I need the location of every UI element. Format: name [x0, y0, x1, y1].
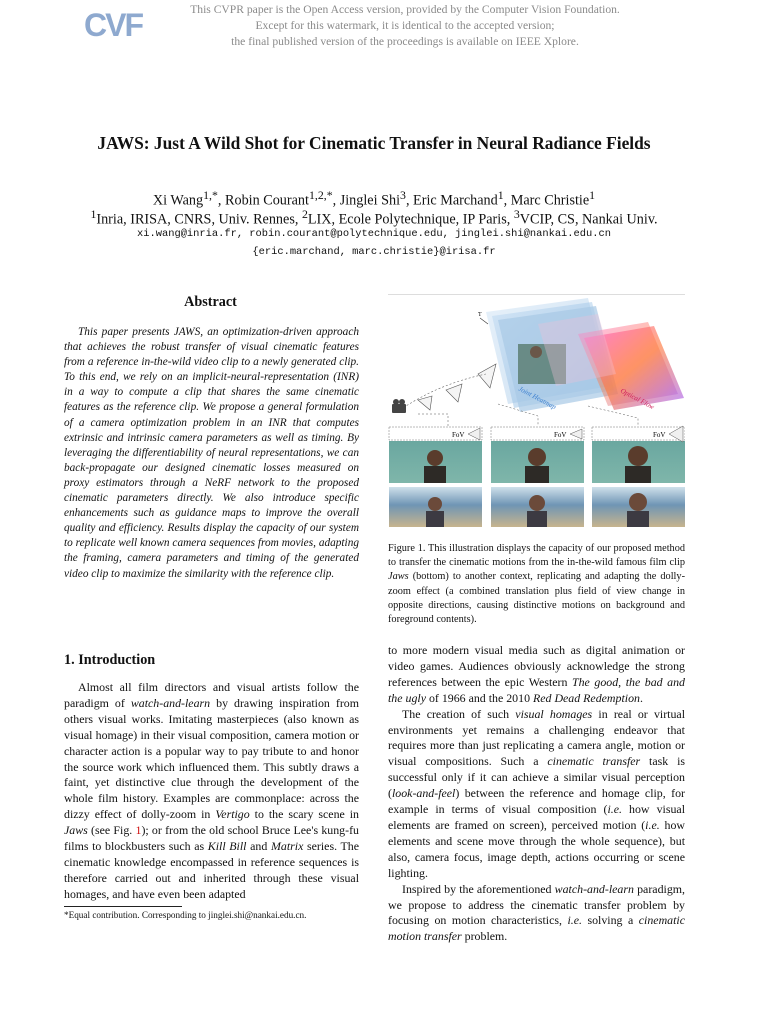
author-list: Xi Wang$^{1,*}$, Robin Courant$^{1,2,*}$, Jinglei Shi$^3$, Eric Marchand$^1$, Marc Christie$^1$: [152, 188, 596, 209]
author-sup: 1: [589, 188, 596, 202]
affil-sup: 2: [301, 207, 308, 221]
email-line: {eric.marchand, marc.christie}@irisa.fr: [252, 246, 496, 258]
author-name: Xi Wang: [152, 192, 204, 209]
paragraph-visual-homage: The creation of such visual homages in real or virtual environments yet remains a challenging endeavor that requires more than just replicating a camera angle, motion or visual compositions. Such a cinematic transfer task is successful only if it can achieve a similar visual perception (look-and-feel) between the reference and homage clip, for example in terms of visual composition (i.e. how visual elements are framed on screen), perceived motion (i.e. how elements and scene move through the whole sequence), but also, camera focus, image depth, actions occurring or scene lighting.: [388, 706, 686, 880]
watermark-line: Except for this watermark, it is identical to the accepted version;: [255, 19, 555, 32]
email-line: xi.wang@inria.fr, robin.courant@polytechnique.edu, jinglei.shi@nankai.edu.cn: [137, 228, 611, 240]
footnote-rule: [64, 906, 182, 907]
svg-text:CVF: CVF: [84, 7, 142, 42]
time-axis-label: T: [478, 312, 482, 318]
optical-flow-label: Optical Flow: [619, 386, 656, 412]
figure-1-caption: Figure 1. This illustration displays the capacity of our proposed method to transfer the cinematic motions from the in-the-wild famous film clip Jaws (bottom) to another context, replicating and adapting the dolly-zoom effect (a combined translation plus field of view change in opposite directions, causing distinctive motions on background and foreground contents).: [388, 543, 685, 626]
fov-label: FoV: [653, 431, 666, 439]
abstract-heading: Abstract: [184, 294, 237, 310]
fov-label: FoV: [554, 431, 567, 439]
paper-title: JAWS: Just A Wild Shot for Cinematic Transfer in Neural Radiance Fields: [97, 133, 651, 153]
watermark-line: the final published version of the proceedings is available on IEEE Xplore.: [231, 35, 579, 48]
continued-paragraph: to more modern visual media such as digital animation or video games. Audiences obviously acknowledge the strong references between the epic Western The good, the bad and the ugly of 1966 and the 2010 Red Dead Redemption.: [388, 643, 685, 705]
affil-sup: 3: [513, 207, 520, 221]
author-sup: 1,*: [203, 188, 218, 202]
watermark-line: This CVPR paper is the Open Access version, provided by the Computer Vision Foundation.: [190, 3, 620, 16]
affiliation: LIX, Ecole Polytechnique, IP Paris,: [307, 211, 511, 228]
camera-frusta: [418, 364, 496, 410]
affiliation: VCIP, CS, Nankai Univ.: [519, 211, 658, 228]
affil-sup: 1: [90, 207, 97, 221]
intro-paragraph: Almost all film directors and visual artists follow the paradigm of watch-and-learn by drawing inspiration from others visual works. Imitating masterpieces (also known as visual homage) in their visual composition, camera motion or character action is a popular way to pay tribute to and honor the source work which influenced them. This subtly draws a faint, yet distinctive clue through the development of the whole film history. Examples are commonplace: across the dizzy effect of dolly-zoom in Vertigo to the scary scene in Jaws (see Fig. 1); or from the old school Bruce Lee's kung-fu films to blockbusters such as Kill Bill and Matrix series. The cinematic knowledge encompassed in reference sequences is therefore carried out and inherited through these visual homages, and have even been adapted: [64, 680, 359, 901]
open-access-watermark: [150, 2, 660, 50]
abstract-text: This paper presents JAWS, an optimization-driven approach that achieves the robust transfer of visual cinematic features from a reference in-the-wild video clip to a newly generated clip. To this end, we rely on an implicit-neural-representation (INR) in a way to compute a clip that shares the same cinematic features as the reference clip. We propose a general formulation of a camera optimization problem in an INR that computes extrinsic and intrinsic camera parameters as well as timing. By leveraging the differentiability of neural representations, we can back-propagate our designed cinematic losses measured on proxy estimators through a NeRF network to the proposed cinematic parameters directly. We also introduce specific enhancements such as guidance maps to improve the overall quality and efficiency. Results display the capacity of our system to replicate well known camera sequences from movies, adapting the framing, camera parameters and timing of the generated video clip to maximize the similarity with the reference clip.: [64, 326, 359, 580]
cvf-logo: [84, 6, 144, 42]
affiliation: Inria, IRISA, CNRS, Univ. Rennes,: [96, 211, 299, 228]
figure-1-illustration: [388, 294, 685, 530]
footnote: *Equal contribution. Corresponding to jinglei.shi@nankai.edu.cn.: [64, 910, 307, 920]
section-heading-introduction: 1. Introduction: [64, 652, 156, 668]
fov-label: FoV: [452, 431, 465, 439]
joint-heatmap-label: Joint Heatmap: [517, 384, 558, 412]
author-sup: 1: [497, 188, 504, 202]
author-name: Eric Marchand: [413, 192, 498, 209]
author-sup: 3: [400, 188, 406, 202]
rendered-frames: [389, 427, 685, 527]
camera-icon: [392, 399, 406, 413]
author-emails: [20, 225, 728, 261]
author-name: Jinglei Shi: [339, 192, 401, 209]
right-column-text: [388, 643, 685, 945]
author-name: Robin Courant: [225, 192, 309, 209]
author-name: Marc Christie: [510, 192, 590, 209]
feature-volume: [486, 298, 684, 412]
figure-reference-link[interactable]: 1: [135, 823, 142, 838]
paragraph-inspired: Inspired by the aforementioned watch-and-learn paradigm, we propose to address the cinematic transfer problem by focusing on motion characteristics, i.e. solving a cinematic motion transfer problem.: [388, 881, 685, 944]
author-sup: 1,2,*: [308, 188, 333, 202]
